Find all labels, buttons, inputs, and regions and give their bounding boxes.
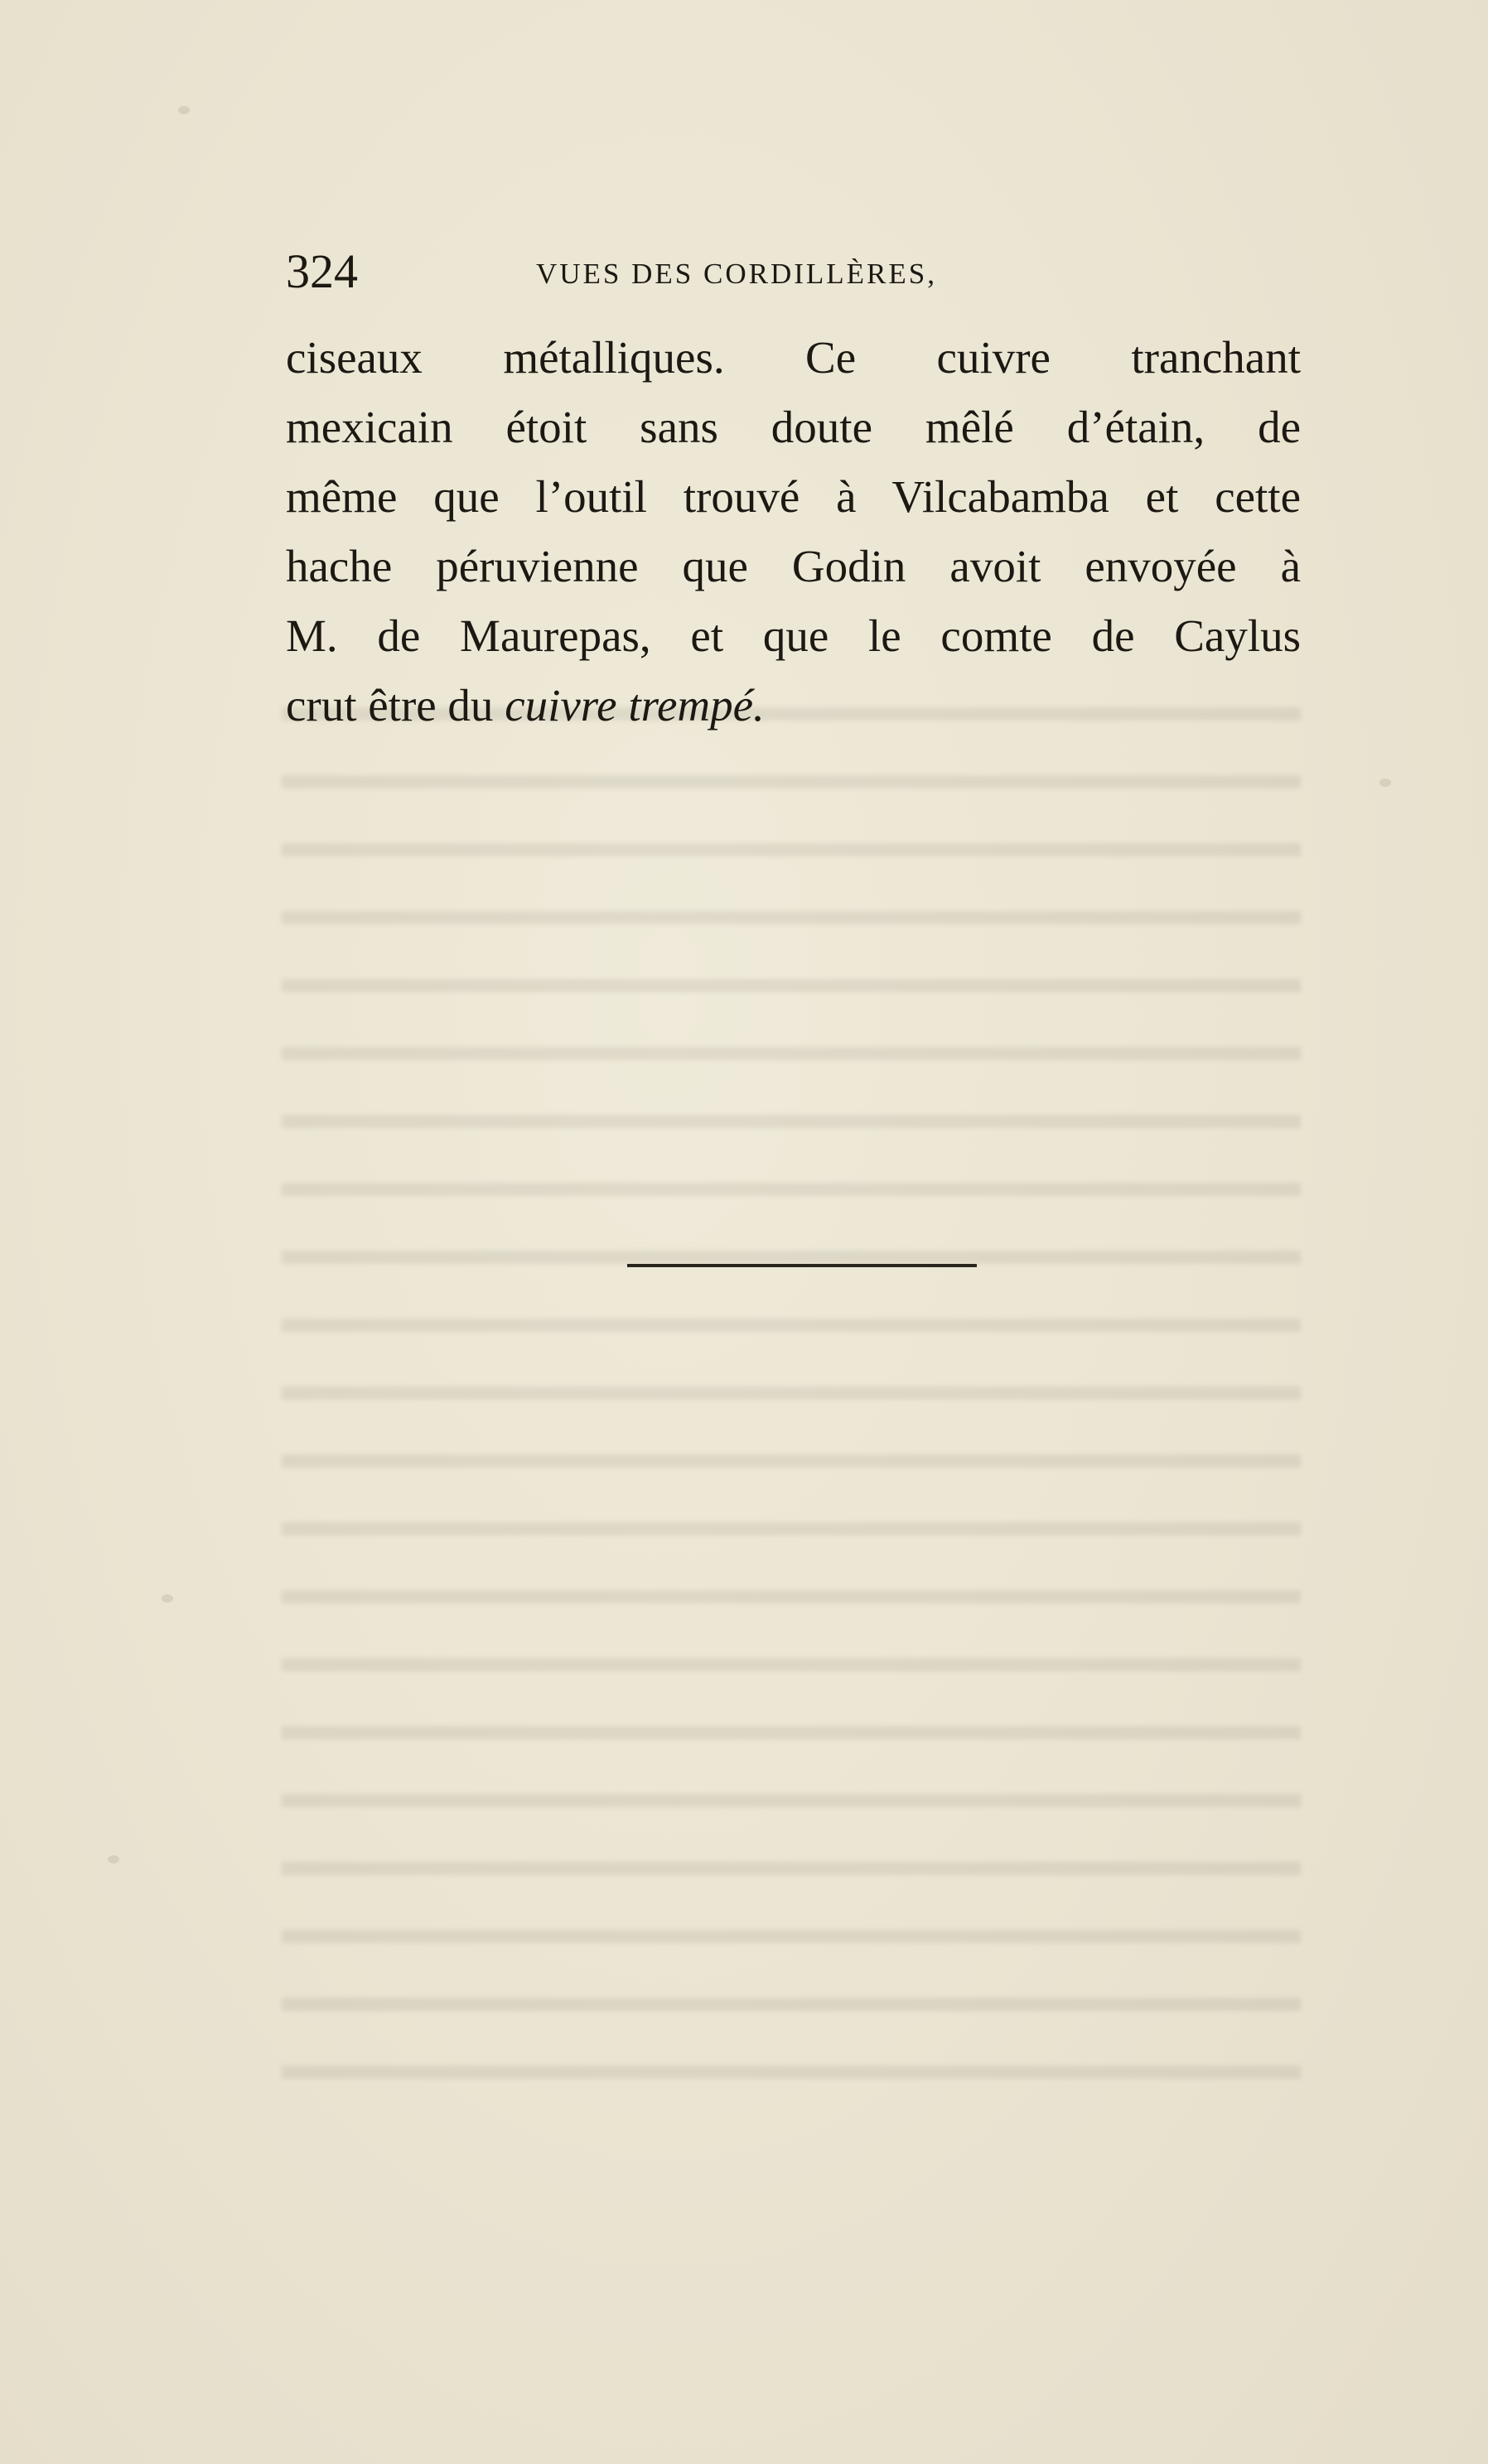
text-line: mexicain étoit sans doute mêlé d’étain, de [286, 402, 1301, 452]
italic-phrase: cuivre trempé. [505, 680, 765, 731]
text-line-final-start: crut être du [286, 680, 505, 731]
paper-speck [178, 106, 190, 114]
running-head: VUES DES CORDILLÈRES, [536, 258, 937, 290]
text-line: hache péruvienne que Godin avoit envoyée à [286, 541, 1301, 591]
text-line: ciseaux métalliques. Ce cuivre tranchant [286, 332, 1301, 383]
paper-speck [162, 1594, 173, 1603]
text-line-final [286, 671, 1301, 740]
page-header [286, 242, 1313, 308]
body-text [286, 323, 1301, 740]
paper-speck [108, 1855, 119, 1864]
end-rule [627, 1264, 977, 1267]
paper-speck [1379, 779, 1391, 787]
text-line: M. de Maurepas, et que le comte de Caylus [286, 610, 1301, 661]
show-through-text [282, 679, 1301, 2120]
text-line: même que l’outil trouvé à Vilcabamba et cette [286, 471, 1301, 522]
page-number: 324 [286, 244, 358, 298]
